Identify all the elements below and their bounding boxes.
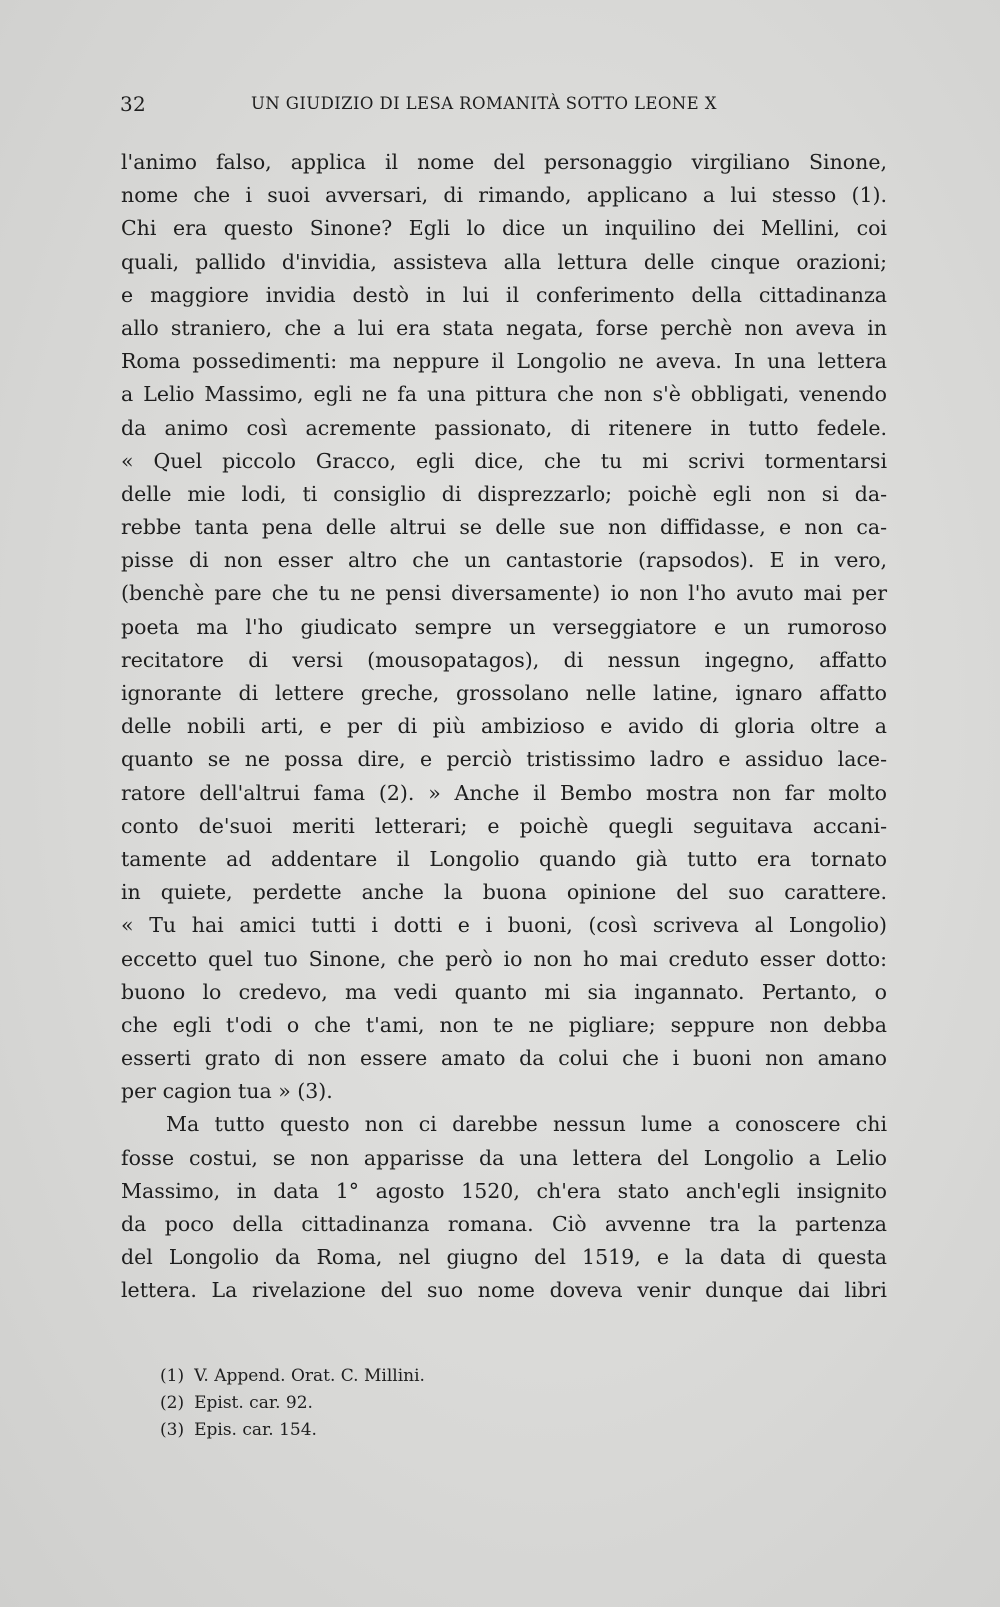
- text-line: Roma possedimenti: ma neppure il Longolio ne aveva. In una lettera: [121, 349, 887, 374]
- text-line: rebbe tanta pena delle altrui se delle sue non diffidasse, e non ca-: [121, 515, 887, 540]
- text-line: « Quel piccolo Gracco, egli dice, che tu mi scrivi tormentarsi: [121, 448, 887, 473]
- text-line: Ma tutto questo non ci darebbe nessun lume a conoscere chi: [166, 1112, 887, 1137]
- text-line: eccetto quel tuo Sinone, che però io non ho mai creduto esser dotto:: [121, 946, 887, 971]
- footnote-1: [160, 1363, 660, 1390]
- footnote-number: (1): [160, 1366, 185, 1386]
- text-line: conto de'suoi meriti letterari; e poichè quegli seguitava accani-: [121, 813, 887, 838]
- footnote-text: Epist. car. 92.: [194, 1393, 313, 1413]
- text-line: « Tu hai amici tutti i dotti e i buoni, (così scriveva al Longolio): [121, 913, 887, 938]
- footnotes: [160, 1363, 660, 1444]
- footnote-3: [160, 1417, 660, 1444]
- footnote-number: (2): [160, 1393, 185, 1413]
- text-line: allo straniero, che a lui era stata negata, forse perchè non aveva in: [121, 315, 887, 340]
- text-line: tamente ad addentare il Longolio quando già tutto era tornato: [121, 846, 887, 871]
- text-line: l'animo falso, applica il nome del personaggio virgiliano Sinone,: [121, 150, 887, 174]
- text-line: Massimo, in data 1° agosto 1520, ch'era stato anch'egli insignito: [121, 1178, 887, 1203]
- running-title: UN GIUDIZIO DI LESA ROMANITÀ SOTTO LEONE X: [251, 94, 717, 113]
- text-line: recitatore di versi (mousopatagos), di nessun ingegno, affatto: [121, 647, 887, 672]
- text-line: (benchè pare che tu ne pensi diversamente) io non l'ho avuto mai per: [121, 581, 887, 606]
- page-header: [120, 92, 880, 122]
- text-line: per cagion tua » (3).: [121, 1079, 333, 1104]
- text-line: delle mie lodi, ti consiglio di disprezzarlo; poichè egli non si da-: [121, 481, 887, 506]
- text-line: quanto se ne possa dire, e perciò tristissimo ladro e assiduo lace-: [121, 747, 887, 772]
- body-text: [121, 146, 887, 1308]
- text-line: in quiete, perdette anche la buona opinione del suo carattere.: [121, 880, 887, 905]
- text-line: fosse costui, se non apparisse da una lettera del Longolio a Lelio: [121, 1145, 887, 1170]
- text-line: del Longolio da Roma, nel giugno del 1519, e la data di questa: [121, 1245, 887, 1270]
- text-line: Chi era questo Sinone? Egli lo dice un inquilino dei Mellini, coi: [121, 216, 887, 241]
- text-line: ratore dell'altrui fama (2). » Anche il Bembo mostra non far molto: [121, 780, 887, 805]
- footnote-number: (3): [160, 1420, 185, 1440]
- text-line: a Lelio Massimo, egli ne fa una pittura che non s'è obbligati, venendo: [121, 382, 887, 407]
- text-line: da animo così acremente passionato, di ritenere in tutto fedele.: [121, 415, 887, 440]
- text-line: esserti grato di non essere amato da colui che i buoni non amano: [121, 1046, 887, 1071]
- text-line: delle nobili arti, e per di più ambizioso e avido di gloria oltre a: [121, 714, 887, 739]
- text-line: buono lo credevo, ma vedi quanto mi sia ingannato. Pertanto, o: [121, 979, 887, 1004]
- footnote-text: V. Append. Orat. C. Millini.: [194, 1366, 425, 1386]
- text-line: che egli t'odi o che t'ami, non te ne pigliare; seppure non debba: [121, 1012, 887, 1037]
- footnote-text: Epis. car. 154.: [194, 1420, 317, 1440]
- text-line: nome che i suoi avversari, di rimando, applicano a lui stesso (1).: [121, 183, 887, 208]
- text-line: ignorante di lettere greche, grossolano nelle latine, ignaro affatto: [121, 681, 887, 705]
- paragraph-1: [121, 146, 887, 1108]
- page-number: 32: [120, 92, 147, 116]
- text-line: poeta ma l'ho giudicato sempre un verseggiatore e un rumoroso: [121, 614, 887, 639]
- text-line: pisse di non esser altro che un cantastorie (rapsodos). E in vero,: [121, 548, 887, 573]
- text-line: quali, pallido d'invidia, assisteva alla lettura delle cinque orazioni;: [121, 249, 887, 274]
- footnote-2: [160, 1390, 660, 1417]
- text-line: da poco della cittadinanza romana. Ciò avvenne tra la partenza: [121, 1212, 887, 1236]
- paragraph-2: [121, 1108, 887, 1307]
- text-line: e maggiore invidia destò in lui il conferimento della cittadinanza: [121, 282, 887, 307]
- text-line: lettera. La rivelazione del suo nome doveva venir dunque dai libri: [121, 1278, 887, 1303]
